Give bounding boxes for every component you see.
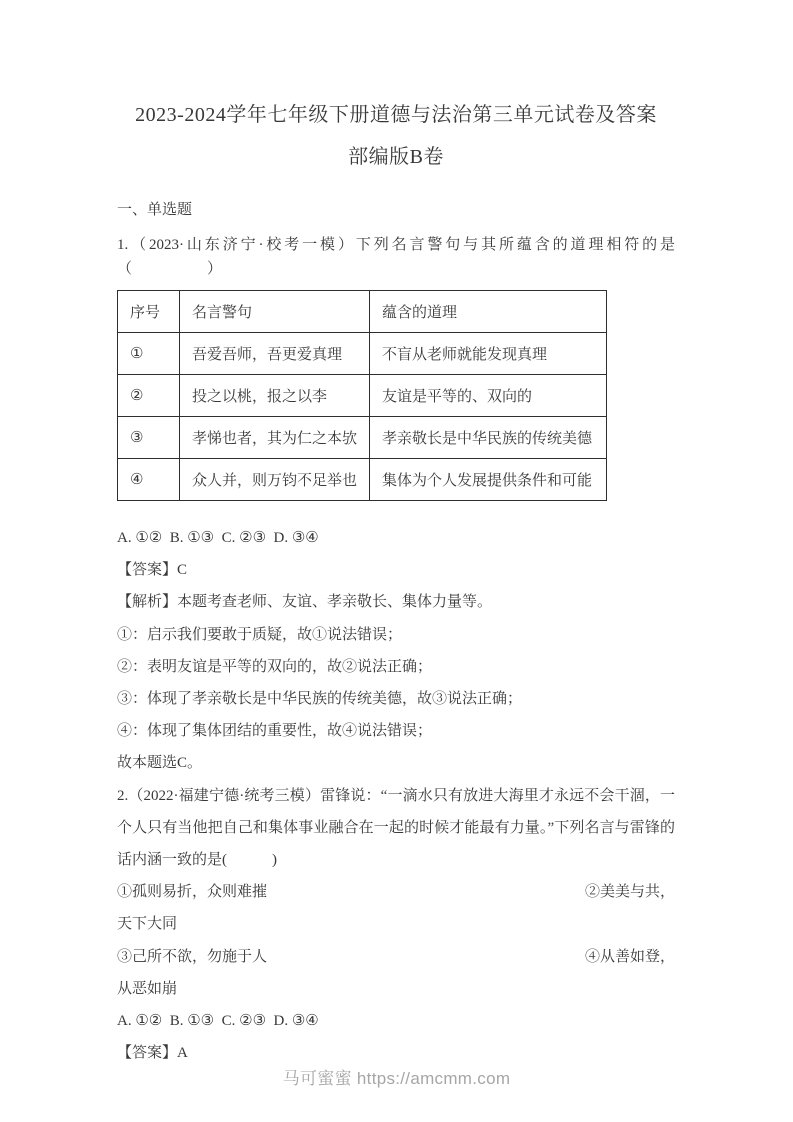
question2-answer: 【答案】A bbox=[117, 1045, 188, 1062]
table-row bbox=[118, 417, 607, 459]
footer-site-link[interactable]: 马可蜜蜜 https://amcmm.com bbox=[282, 1069, 511, 1088]
analysis-point: ①：启示我们要敢于质疑，故①说法错误； bbox=[117, 626, 403, 643]
question2-option2-part1: ②美美与共， bbox=[584, 884, 675, 901]
question2-option1: ①孤则易折，众则难摧 bbox=[117, 884, 268, 901]
question1-conclusion: 故本题选C。 bbox=[117, 755, 203, 772]
question2-option2-part2: 天下大同 bbox=[117, 916, 178, 933]
question2-option4-part1: ④从善如登， bbox=[584, 948, 675, 965]
table-cell: 孝亲敬长是中华民族的传统美德 bbox=[370, 417, 607, 459]
table-cell: ③ bbox=[118, 417, 180, 459]
question2-option-row bbox=[117, 941, 675, 973]
table-cell: 不盲从老师就能发现真理 bbox=[370, 333, 607, 375]
table-cell: ① bbox=[118, 333, 180, 375]
table-cell: 众人并，则万钧不足举也 bbox=[180, 459, 370, 501]
table-header-cell: 蕴含的道理 bbox=[370, 291, 607, 333]
document-title-line1: 2023-2024学年七年级下册道德与法治第三单元试卷及答案 bbox=[135, 104, 657, 126]
table-header-cell: 序号 bbox=[118, 291, 180, 333]
question2-option3: ③己所不欲，勿施于人 bbox=[117, 948, 268, 965]
table-cell: 投之以桃，报之以李 bbox=[180, 375, 370, 417]
table-cell: 友谊是平等的、双向的 bbox=[370, 375, 607, 417]
question1-answer-block bbox=[117, 522, 675, 1069]
analysis-point: ②：表明友谊是平等的双向的，故②说法正确； bbox=[117, 658, 433, 675]
analysis-point: ③：体现了孝亲敬长是中华民族的传统美德，故③说法正确； bbox=[117, 691, 523, 708]
table-header-cell: 名言警句 bbox=[180, 291, 370, 333]
table-cell: ② bbox=[118, 375, 180, 417]
section-heading: 一、单选题 bbox=[117, 202, 193, 218]
table-cell: 孝悌也者，其为仁之本欤 bbox=[180, 417, 370, 459]
question1-analysis-intro: 【解析】本题考查老师、友谊、孝亲敬长、集体力量等。 bbox=[117, 594, 493, 611]
document-title bbox=[117, 94, 675, 178]
question1-stem: 1.（2023·山东济宁·校考一模）下列名言警句与其所蕴含的道理相符的是（ ） bbox=[117, 237, 675, 277]
question2-option-row bbox=[117, 876, 675, 908]
question1-choices: A. ①② B. ①③ C. ②③ D. ③④ bbox=[117, 530, 319, 546]
table-row bbox=[118, 333, 607, 375]
question1-answer: 【答案】C bbox=[117, 562, 188, 579]
question2-option4-part2: 从恶如崩 bbox=[117, 980, 178, 997]
table-row bbox=[118, 375, 607, 417]
document-title-line2: 部编版B卷 bbox=[348, 146, 444, 168]
question2-stem: 2.（2022·福建宁德·统考三模）雷锋说：“一滴水只有放进大海里才永远不会干涸，一个人只有当他把自己和集体事业融合在一起的时候才能最有力量。”下列名言与雷锋的话内涵一致的是( ) bbox=[117, 787, 675, 869]
table-row bbox=[118, 459, 607, 501]
question1-table bbox=[117, 290, 607, 501]
table-cell: 吾爱吾师，吾更爱真理 bbox=[180, 333, 370, 375]
table-header-row bbox=[118, 291, 607, 333]
table-cell: ④ bbox=[118, 459, 180, 501]
analysis-point: ④：体现了集体团结的重要性，故④说法错误； bbox=[117, 723, 433, 740]
footer-watermark bbox=[0, 1064, 793, 1089]
question2-choices: A. ①② B. ①③ C. ②③ D. ③④ bbox=[117, 1013, 319, 1030]
table-cell: 集体为个人发展提供条件和可能 bbox=[370, 459, 607, 501]
